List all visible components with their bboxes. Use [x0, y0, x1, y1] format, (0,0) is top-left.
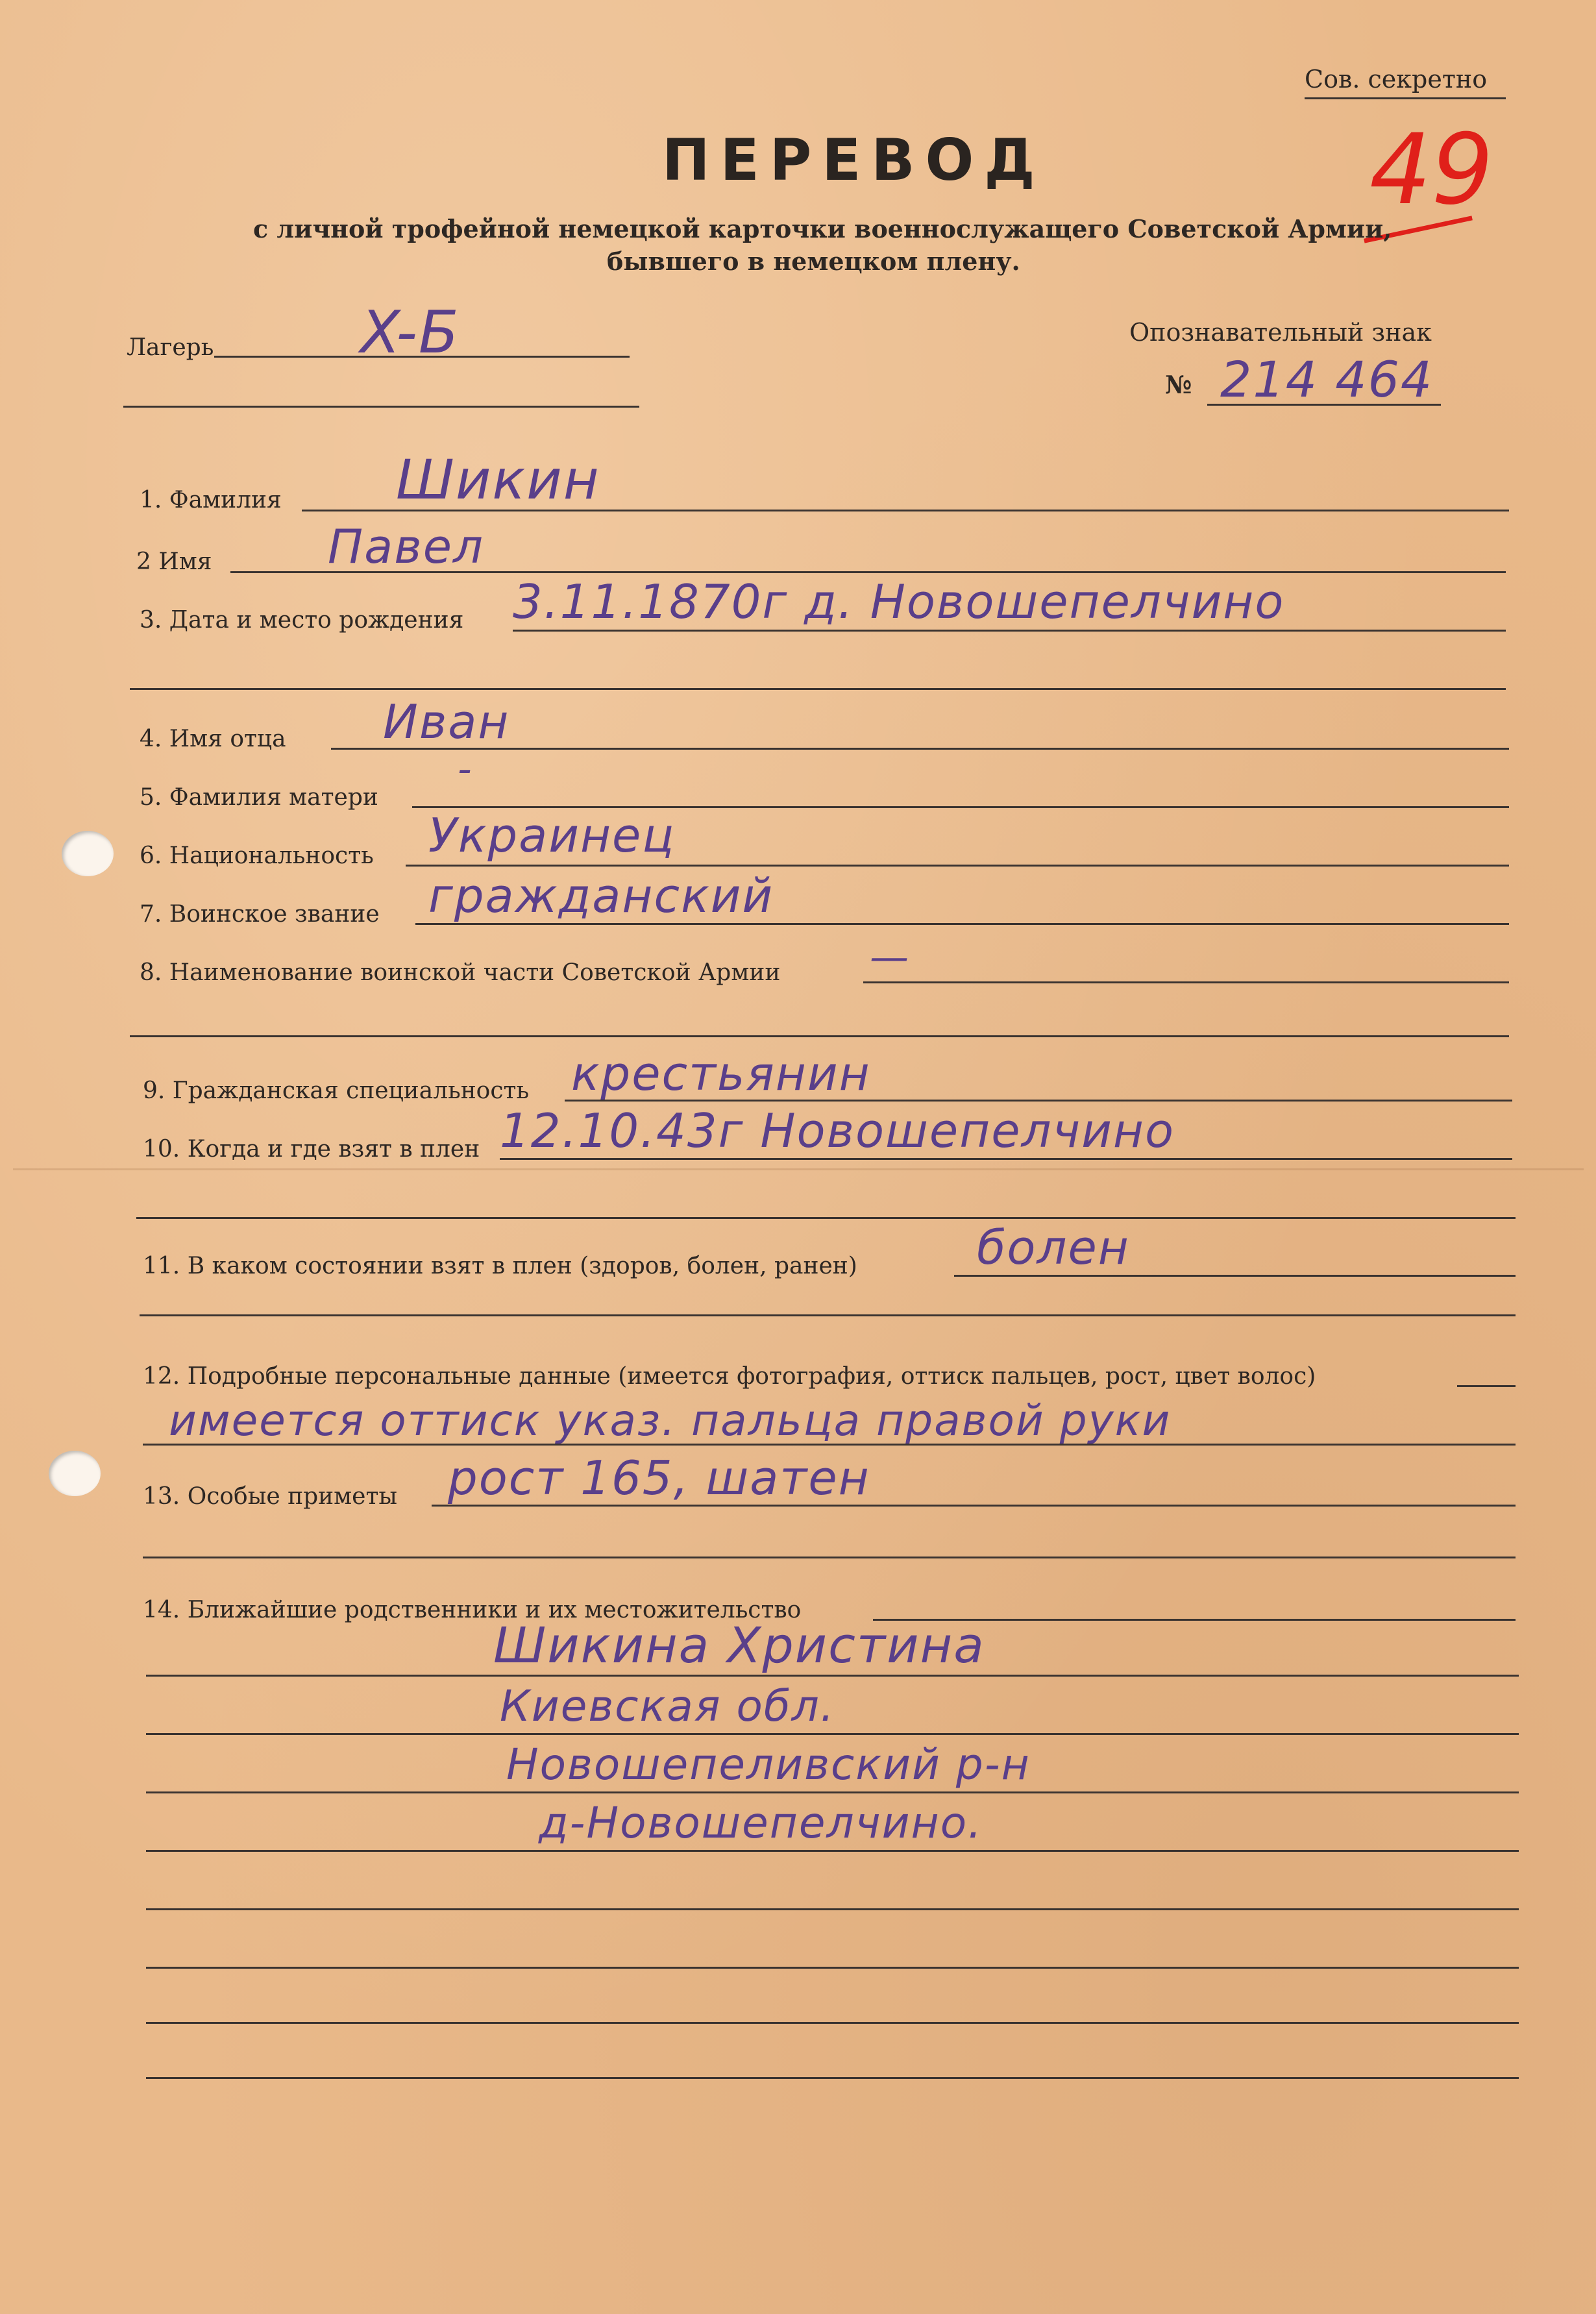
camp-label: Лагерь — [127, 334, 214, 361]
field-6-label: 6. Национальность — [140, 843, 374, 869]
field-11-line — [954, 1275, 1516, 1277]
field-14-line-8 — [146, 2022, 1519, 2024]
field-7-label: 7. Воинское звание — [140, 901, 380, 928]
field-14-label: 14. Ближайшие родственники и их местожительство — [143, 1597, 802, 1623]
camp-value: X-Б — [360, 299, 460, 367]
paper-fold — [13, 1168, 1584, 1170]
field-6-value: Украинец — [428, 808, 676, 863]
field-1-value: Шикин — [396, 448, 600, 511]
field-14-line-3 — [146, 1733, 1519, 1735]
field-9-label: 9. Гражданская специальность — [143, 1077, 530, 1104]
classification-underline — [1305, 97, 1506, 99]
field-2-value: Павел — [328, 519, 485, 574]
field-10-line — [500, 1158, 1512, 1160]
subtitle-line-2: бывшего в немецком плену. — [607, 247, 1020, 276]
field-5-value: - — [458, 746, 473, 792]
field-3-label: 3. Дата и место рождения — [140, 607, 464, 634]
field-5-label: 5. Фамилия матери — [140, 784, 378, 811]
field-12-line — [1457, 1385, 1516, 1387]
field-2-label: 2 Имя — [136, 548, 212, 575]
id-tag-line — [1207, 404, 1441, 406]
field-12-value: имеется оттиск указ. пальца правой руки — [169, 1396, 1172, 1446]
relatives-line-2: Киевская обл. — [500, 1681, 835, 1731]
field-11-label: 11. В каком состоянии взят в плен (здоров, болен, ранен) — [143, 1253, 857, 1279]
field-13-line — [432, 1505, 1516, 1507]
punch-hole — [62, 831, 114, 876]
field-9-line — [565, 1100, 1512, 1102]
field-14-line-4 — [146, 1791, 1519, 1793]
relatives-line-4: д-Новошепелчино. — [539, 1798, 983, 1848]
field-1-label: 1. Фамилия — [140, 487, 282, 513]
field-8-label: 8. Наименование воинской части Советской Армии — [140, 959, 781, 986]
field-14-line-9 — [146, 2077, 1519, 2079]
field-14-line-5 — [146, 1850, 1519, 1852]
id-tag-number-prefix: № — [1165, 370, 1192, 399]
field-4-line — [331, 748, 1509, 750]
field-9-value: крестьянин — [571, 1046, 871, 1101]
field-4-label: 4. Имя отца — [140, 726, 286, 752]
field-11-value: болен — [977, 1220, 1130, 1275]
field-8-value: — — [870, 935, 910, 980]
classification-stamp: Сов. секретно — [1305, 65, 1488, 93]
field-14-line-6 — [146, 1908, 1519, 1910]
field-3-line-2 — [130, 688, 1506, 690]
field-13-label: 13. Особые приметы — [143, 1483, 398, 1510]
field-7-line — [415, 923, 1509, 925]
field-6-line — [406, 865, 1509, 867]
field-13-line-2 — [143, 1557, 1516, 1558]
field-2-line — [230, 571, 1506, 573]
punch-hole — [49, 1451, 101, 1496]
field-3-line — [513, 630, 1506, 632]
field-7-value: гражданский — [428, 868, 774, 923]
field-14-line-7 — [146, 1967, 1519, 1969]
relatives-line-3: Новошепеливский р-н — [506, 1740, 1031, 1790]
field-11-line-2 — [140, 1314, 1516, 1316]
relatives-line-1: Шикина Христина — [493, 1616, 985, 1674]
id-tag-label: Опознавательный знак — [1129, 318, 1432, 347]
field-8-line — [863, 981, 1509, 983]
camp-line-2 — [123, 406, 639, 408]
subtitle-line-1: с личной трофейной немецкой карточки военнослужащего Советской Армии, — [253, 214, 1392, 243]
page-title: ПЕРЕВОД — [662, 127, 1046, 193]
field-13-value: рост 165, шатен — [448, 1451, 870, 1505]
field-10-label: 10. Когда и где взят в плен — [143, 1136, 480, 1163]
id-tag-value: 214 464 — [1220, 351, 1434, 408]
archive-number: 49 — [1369, 114, 1493, 227]
field-4-value: Иван — [383, 695, 510, 749]
field-1-line — [302, 510, 1509, 511]
field-12-label: 12. Подробные персональные данные (имеется фотография, оттиск пальцев, рост, цвет волос) — [143, 1363, 1316, 1390]
field-14-line-2 — [146, 1675, 1519, 1677]
field-8-line-2 — [130, 1035, 1509, 1037]
camp-line — [214, 356, 630, 358]
field-10-value: 12.10.43г Новошепелчино — [500, 1103, 1175, 1158]
field-12-line-2 — [143, 1444, 1516, 1446]
field-3-value: 3.11.1870г д. Новошепелчино — [513, 574, 1285, 629]
field-10-line-2 — [136, 1217, 1516, 1219]
